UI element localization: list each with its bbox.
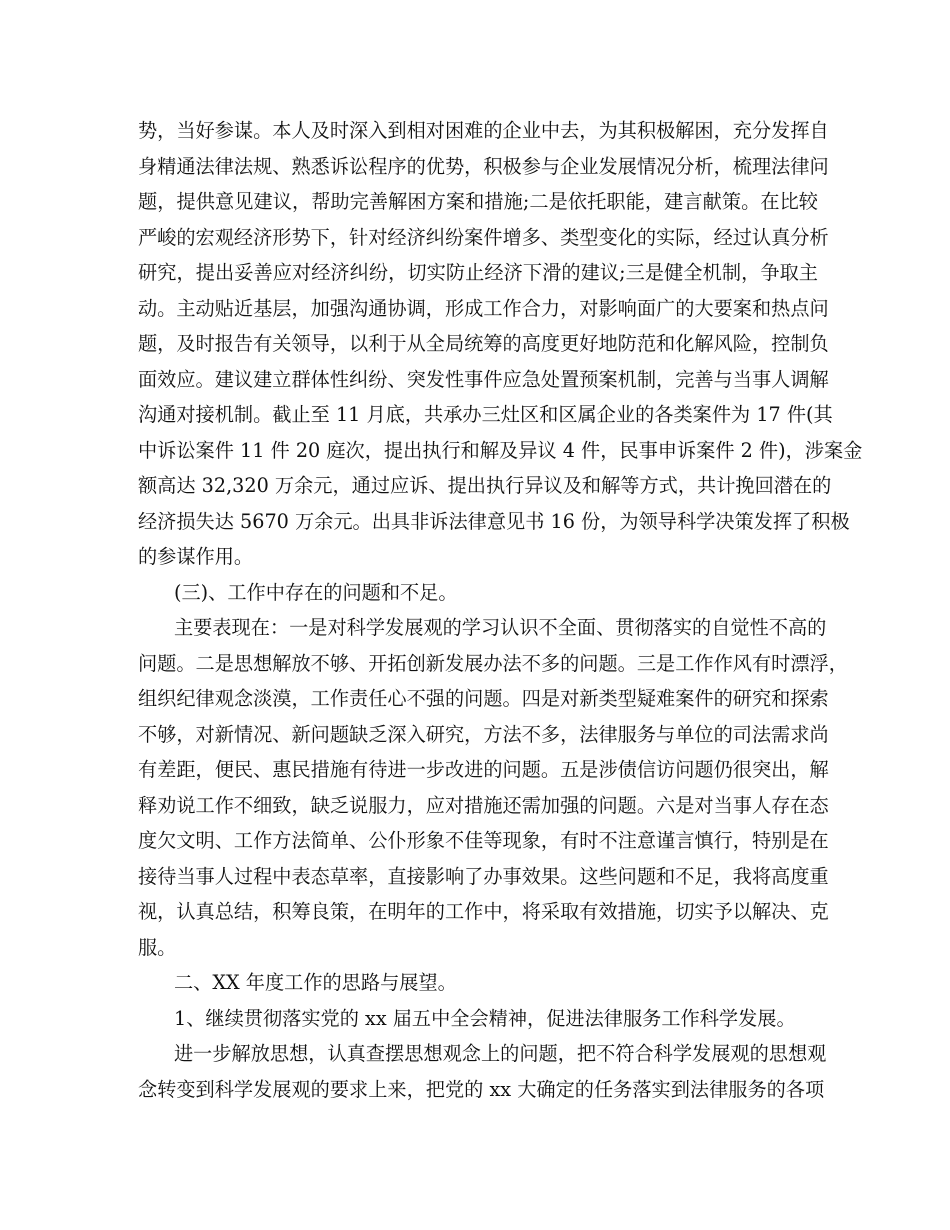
text-line: 度欠文明、工作方法简单、公仆形象不佳等现象，有时不注意谨言慎行，特别是在 [138,829,829,852]
text-line: 中诉讼案件 11 件 20 庭次，提出执行和解及异议 4 件，民事申诉案件 2 件)，涉案金 [138,438,863,462]
text-line: 释劝说工作不细致，缺乏说服力，应对措施还需加强的问题。六是对当事人存在态 [138,793,829,817]
text-line: 严峻的宏观经济形势下，针对经济纠纷案件增多、类型变化的实际，经过认真分析 [138,225,829,249]
text-line: 组织纪律观念淡漠，工作责任心不强的问题。四是对新类型疑难案件的研究和探索 [138,687,829,710]
text-line: 念转变到科学发展观的要求上来，把党的 xx 大确定的任务落实到法律服务的各项 [138,1077,825,1101]
text-line: 额高达 32,320 万余元，通过应诉、提出执行异议及和解等方式，共计挽回潜在的 [138,474,832,497]
text-line: 题，及时报告有关领导，以利于从全局统筹的高度更好地防范和化解风险，控制负 [138,332,829,355]
text-line: 沟通对接机制。截止至 11 月底，共承办三灶区和区属企业的各类案件为 17 件(其 [138,403,833,426]
text-line: 势，当好参谋。本人及时深入到相对困难的企业中去，为其积极解困，充分发挥自 [138,119,829,142]
section-heading: 二、XX 年度工作的思路与展望。 [174,971,457,994]
text-line: 的参谋作用。 [138,545,254,568]
subsection-heading: 1、继续贯彻落实党的 xx 届五中全会精神，促进法律服务工作科学发展。 [174,1006,796,1030]
section-heading: (三)、工作中存在的问题和不足。 [174,580,458,604]
text-line: 接待当事人过程中表态草率，直接影响了办事效果。这些问题和不足，我将高度重 [138,864,829,888]
text-line: 服。 [138,935,177,959]
text-line: 研究，提出妥善应对经济纠纷，切实防止经济下滑的建议;三是健全机制，争取主 [138,261,818,284]
text-line: 问题。二是思想解放不够、开拓创新发展办法不多的问题。三是工作作风有时漂浮， [138,651,848,675]
text-line: 题，提供意见建议，帮助完善解困方案和措施;二是依托职能，建言献策。在比较 [138,190,818,213]
text-line: 有差距，便民、惠民措施有待进一步改进的问题。五是涉债信访问题仍很突出，解 [138,758,829,781]
text-line: 身精通法律法规、熟悉诉讼程序的优势，积极参与企业发展情况分析，梳理法律问 [138,154,829,178]
text-line: 主要表现在：一是对科学发展观的学习认识不全面、贯彻落实的自觉性不高的 [174,616,827,639]
text-line: 面效应。建议建立群体性纠纷、突发性事件应急处置预案机制，完善与当事人调解 [138,367,829,391]
text-line: 动。主动贴近基层，加强沟通协调，形成工作合力，对影响面广的大要案和热点问 [138,296,829,320]
text-line: 不够，对新情况、新问题缺乏深入研究，方法不多，法律服务与单位的司法需求尚 [138,722,829,746]
text-line: 进一步解放思想，认真查摆思想观念上的问题，把不符合科学发展观的思想观 [174,1042,827,1065]
text-line: 经济损失达 5670 万余元。出具非诉法律意见书 16 份，为领导科学决策发挥了积极 [138,509,850,533]
document-body [138,113,863,1107]
text-line: 视，认真总结，积筹良策，在明年的工作中，将采取有效措施，切实予以解决、克 [138,900,829,923]
